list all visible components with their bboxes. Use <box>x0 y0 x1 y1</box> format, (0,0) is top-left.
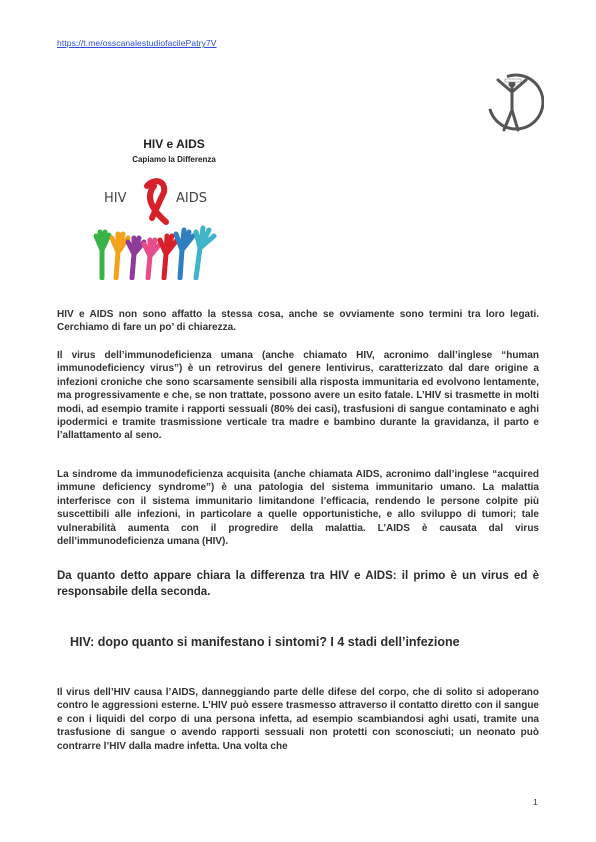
red-ribbon-icon <box>147 181 166 222</box>
vitruvian-logo-icon <box>488 72 544 134</box>
section-paragraph: Il virus dell’HIV causa l’AIDS, danneggiando parte delle difese del corpo, che di solito si adoperano contro le aggressioni esterne. L’HIV può essere trasmesso attraverso il contatto diretto con il sangue e con i liquidi del corpo di una persona infetta, ad esempio scambiandosi aghi usati, tramite una trasfusione di sangue o avendo rapporti sessuali non protetti con sconosciuti; un neonato può contrarre l’HIV dalla madre infetta. Una volta che <box>57 687 539 752</box>
raised-hands-icon <box>96 228 214 278</box>
telegram-link[interactable]: https://t.me/osscanalestudiofacilePatry7V <box>57 38 217 48</box>
conclusion-paragraph: Da quanto detto appare chiara la differenza tra HIV e AIDS: il primo è un virus ed è responsabile della seconda. <box>57 570 539 598</box>
intro-paragraph: HIV e AIDS non sono affatto la stessa cosa, anche se ovviamente sono termini tra loro legati. Cerchiamo di fare un po’ di chiarezza. <box>57 309 539 334</box>
hiv-aids-hands-illustration <box>92 178 222 280</box>
illustration-aids-text: AIDS <box>176 191 207 206</box>
aids-definition-paragraph: La sindrome da immunodeficienza acquisita (anche chiamata AIDS, acronimo dall’inglese “acquired immune deficiency syndrome”) è una patologia del sistema immunitario umano. La malattia interferisce con il sistema immunitario limitandone l’efficacia, rendendo le persone colpite più suscettibili alle infezioni, in particolare a quelle opportunistiche, e allo sviluppo di tumori; tale vulnerabilità aumenta con il progredire della malattia. L’AIDS è causata dal virus dell’immunodeficienza umana (HIV). <box>57 469 539 548</box>
document-title: HIV e AIDS <box>143 137 205 151</box>
illustration-hiv-text: HIV <box>104 191 127 206</box>
document-subtitle: Capiamo la Differenza <box>132 155 216 164</box>
section-heading: HIV: dopo quanto si manifestano i sintomi? I 4 stadi dell’infezione <box>70 635 460 649</box>
page-number: 1 <box>533 797 538 807</box>
hiv-definition-paragraph: Il virus dell’immunodeficienza umana (anche chiamato HIV, acronimo dall’inglese “human immunodeficiency virus”) è un retrovirus del genere lentivirus, caratterizzato dal dare origine a infezioni croniche che sono scarsamente sensibili alla risposta immunitaria ed evolvono lentamente, ma progressivamente e che, se non trattate, possono avere un esito fatale. L’HIV si trasmette in molti modi, ad esempio tramite i rapporti sessuali (80% dei casi), trasfusioni di sangue contaminato e aghi ipodermici e tramite trasmissione verticale tra madre e bambino durante la gravidanza, il parto e l’allattamento al seno. <box>57 350 539 442</box>
